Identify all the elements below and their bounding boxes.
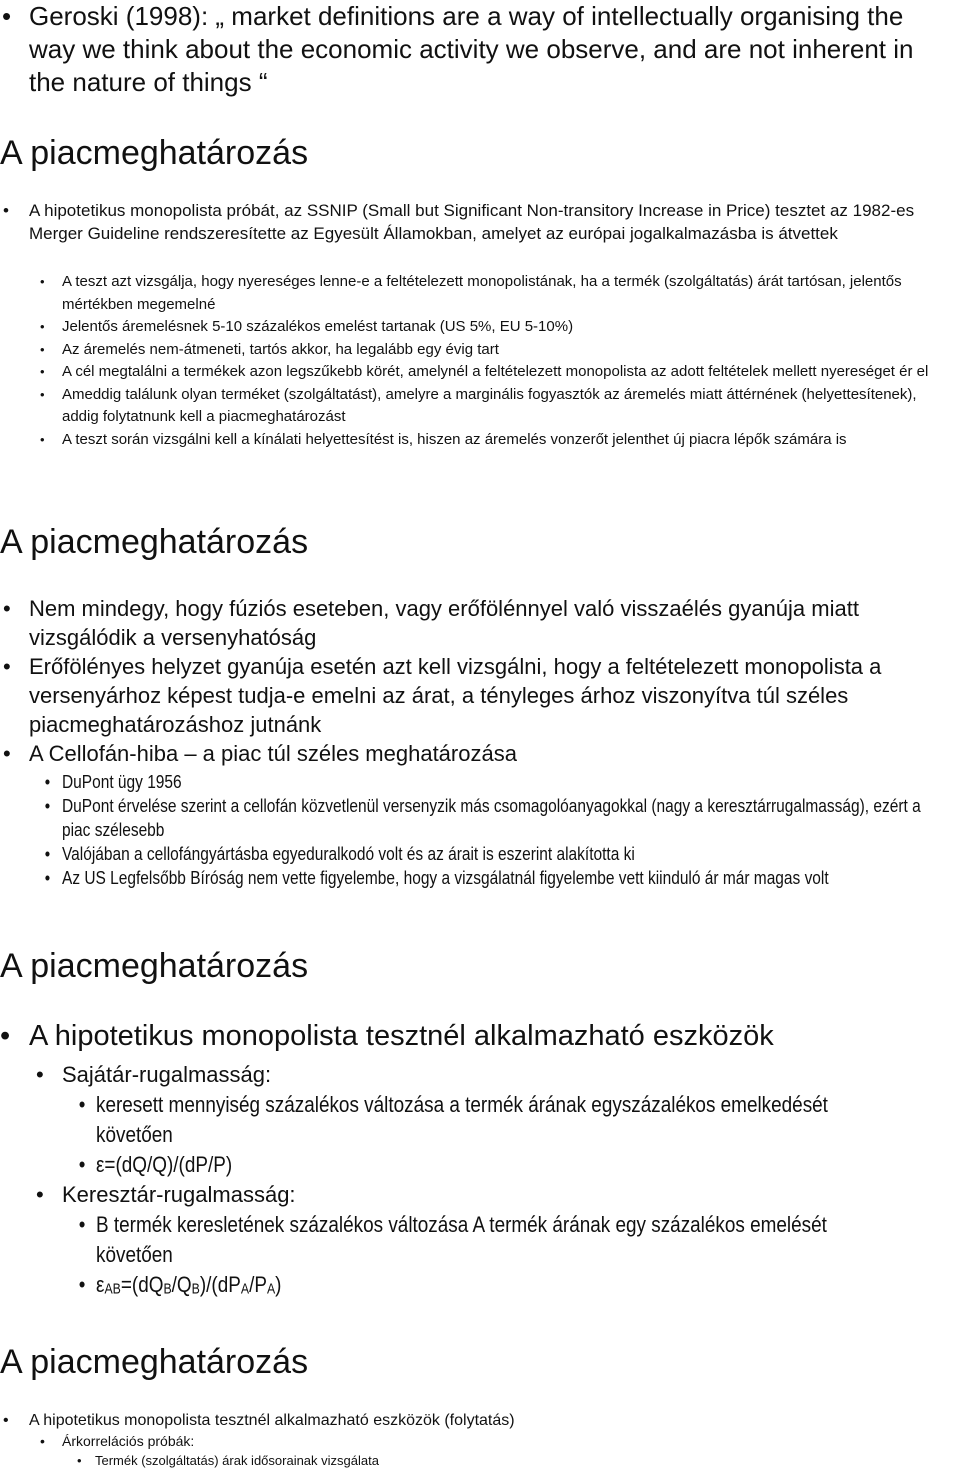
section-3-list <box>29 1019 949 1053</box>
list-item: • A hipotetikus monopolista próbát, az SSNIP (Small but Significant Non-transitory Increase in Price) tesztet az 1982-es Merger Guideline rendszeresítette az Egyesült Államokban, amelyet az európai jogalkalmazásba is átvettek <box>29 199 954 245</box>
formula-sub-b1: B <box>163 1281 172 1298</box>
list-item: • A hipotetikus monopolista tesztnél alkalmazható eszközök (folytatás) <box>29 1411 949 1431</box>
list-item: • Árkorrelációs próbák: <box>62 1431 942 1451</box>
formula-part: ) <box>275 1272 282 1297</box>
section-4-list <box>29 1411 949 1431</box>
list-item: • Az áremelés nem-átmeneti, tartós akkor, ha legalább egy évig tart <box>62 339 955 362</box>
formula-part: )/(dP <box>199 1272 241 1297</box>
formula-part: /P <box>249 1272 267 1297</box>
list-item: • DuPont ügy 1956 <box>62 770 922 794</box>
formula-sub-a1: A <box>240 1281 250 1298</box>
formula-cross <box>96 1270 904 1304</box>
cross-price-elasticity <box>62 1180 942 1210</box>
formula-sub-a2: A <box>266 1281 276 1298</box>
section-2-title: A piacmeghatározás <box>0 523 309 561</box>
list-item: • A teszt azt vizsgálja, hogy nyereséges lenne-e a feltételezett monopolistának, ha a termék (szolgáltatás) árát tartósan, jelentős mértékben megemelné <box>62 271 955 316</box>
list-item: • DuPont érvelése szerint a cellofán közvetlenül versenyzik más csomagolóanyagokkal (nagy a keresztárrugalmasság), ezért a piac szélesebb <box>62 794 922 842</box>
list-item: • A cél megtalálni a termékek azon legszűkebb körét, amelynél a feltételezett monopolista az adott feltételek mellett nyereséget ér el <box>62 361 955 384</box>
formula-sub-ab: AB <box>104 1281 121 1298</box>
list-item: • keresett mennyiség százalékos változása a termék árának egyszázalékos emelkedését követően <box>96 1090 904 1150</box>
section-3-title: A piacmeghatározás <box>0 947 309 985</box>
list-item: • Erőfölényes helyzet gyanúja esetén azt kell vizsgálni, hogy a feltételezett monopolista a versenyárhoz képest tudja-e emelni az árat, a tényleges árhoz viszonyítva túl széles piacmeghatározáshoz jutnánk <box>29 652 949 739</box>
list-item: • Termék (szolgáltatás) árak idősorainak vizsgálata <box>95 1451 945 1471</box>
list-item: • Ameddig találunk olyan terméket (szolgáltatást), amelyre a marginális fogyasztók az áremelés miatt áttérnének (helyettesítenek), addig folytatnunk kell a piacmeghatározást <box>62 384 955 429</box>
formula-part: =(dQ <box>120 1272 164 1297</box>
section-1-title: A piacmeghatározás <box>0 134 309 172</box>
section-1-sublist <box>62 271 955 451</box>
list-item: • B termék keresletének százalékos változása A termék árának egy százalékos emelését követően <box>96 1210 904 1270</box>
formula-own: • ε=(dQ/Q)/(dP/P) <box>96 1150 904 1180</box>
own-price-elasticity <box>62 1060 942 1090</box>
list-item: • Jelentős áremelésnek 5-10 százalékos emelést tartanak (US 5%, EU 5-10%) <box>62 316 955 339</box>
list-item: • Nem mindegy, hogy fúziós eseteben, vagy erőfölénnyel való visszaélés gyanúja miatt vizsgálódik a versenyhatóság <box>29 594 949 652</box>
list-item: • Valójában a cellofángyártásba egyeduralkodó volt és az árait is eszerint alakította ki <box>62 842 922 866</box>
section-2-list <box>29 594 949 768</box>
formula-part: /Q <box>171 1272 192 1297</box>
formula-epsilon: ε <box>96 1272 105 1297</box>
formula-sub-b2: B <box>191 1281 200 1298</box>
list-item: • Az US Legfelsőbb Bíróság nem vette figyelembe, hogy a vizsgálatnál figyelembe vett kiinduló ár már magas volt <box>62 866 922 890</box>
cross-price-sublist <box>96 1210 904 1304</box>
section-2-sublist <box>62 770 922 890</box>
own-price-sublist <box>96 1090 904 1180</box>
section-4-sublist <box>62 1431 942 1451</box>
bullet-icon: • <box>2 1 12 31</box>
section-4-subsublist <box>95 1451 945 1471</box>
list-item: • A teszt során vizsgálni kell a kínálati helyettesítést is, hiszen az áremelés vonzerőt jelenthet új piacra lépők számára is <box>62 429 955 452</box>
section-4-title: A piacmeghatározás <box>0 1343 309 1381</box>
intro-text: Geroski (1998): „ market definitions are a way of intellectually organising the way we think about the economic activity we observe, and are not inherent in the nature of things “ <box>29 1 914 97</box>
list-item: • Keresztár-rugalmasság: <box>62 1180 942 1210</box>
section-1-list <box>29 199 954 245</box>
list-item: • A Cellofán-hiba – a piac túl széles meghatározása <box>29 739 949 768</box>
intro-quote <box>2 0 949 99</box>
list-item: • Sajátár-rugalmasság: <box>62 1060 942 1090</box>
list-item: • A hipotetikus monopolista tesztnél alkalmazható eszközök <box>29 1019 949 1053</box>
